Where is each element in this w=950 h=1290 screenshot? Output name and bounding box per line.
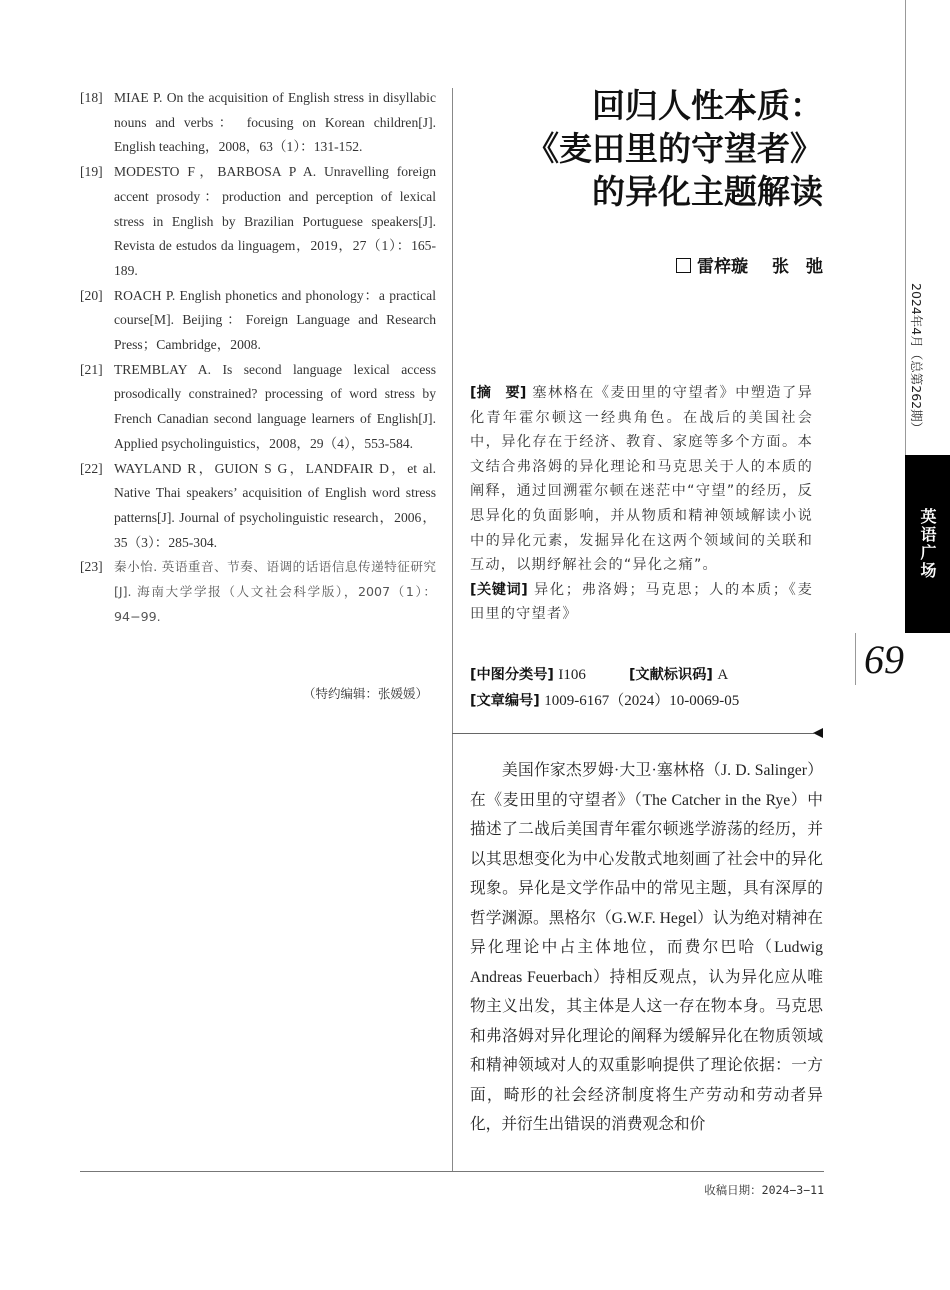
reference-item: [80, 358, 436, 457]
reference-list: [80, 86, 436, 629]
title-line: 的异化主题解读: [592, 172, 823, 211]
clc-label: [中图分类号]: [470, 667, 554, 683]
reference-number: [18]: [80, 90, 103, 105]
arrow-left-icon: [813, 728, 823, 738]
clc-value: I106: [558, 667, 586, 683]
page-number-rule: [855, 633, 856, 685]
reference-number: [23]: [80, 559, 103, 575]
reference-text: ROACH P. English phonetics and phonology：a practical course[M]. Beijing：Foreign Language and Research Press；Cambridge，2008.: [114, 287, 436, 353]
keywords-label: [关键词]: [470, 581, 528, 598]
footer-rule: [80, 1171, 824, 1172]
column-tab: [905, 455, 950, 633]
page-number: 69: [864, 637, 904, 682]
body-paragraph: 美国作家杰罗姆·大卫·塞林格（J. D. Salinger）在《麦田里的守望者》（The Catcher in the Rye）中描述了二战后美国青年霍尔顿逃学游荡的经历，并以其思想变化为中心发散式地刻画了社会中的异化现象。异化是文学作品中的常见主题，具有深厚的哲学渊源。黑格尔（G.W.F. Hegel）认为绝对精神在异化理论中占主体地位，而费尔巴哈（Ludwig Andreas Feuerbach）持相反观点，认为异化应从唯物主义出发，其主体是人这一存在物本身。马克思和弗洛姆对异化理论的阐释为缓解异化在物质领域和精神领域对人的双重影响提供了理论依据：一方面，畸形的社会经济制度将生产劳动和劳动者异化，并衍生出错误的消费观念和价: [470, 762, 823, 1133]
abstract-text: 塞林格在《麦田里的守望者》中塑造了异化青年霍尔顿这一经典角色。在战后的美国社会中，异化存在于经济、教育、家庭等多个方面。本文结合弗洛姆的异化理论和马克思关于人的本质的阐释，通过回溯霍尔顿在迷茫中“守望”的经历，反思异化的负面影响，并从物质和精神领域解读小说中的异化元素，发掘异化在这两个领域间的关联和互动，以期纾解社会的“异化之痛”。: [470, 385, 814, 574]
keywords-text: 异化；弗洛姆；马克思；人的本质；《麦田里的守望者》: [470, 581, 813, 623]
received-date: 收稿日期：2024−3−11: [704, 1183, 824, 1197]
article-title: [470, 84, 823, 213]
reference-text: MODESTO F，BARBOSA P A. Unravelling foreign accent prosody：production and perception of lexical stress in English by Brazilian Portuguese speakers[J]. Revista de estudos da linguagem，2019，27（1）：165-189.: [114, 164, 436, 278]
reference-text: 秦小怡. 英语重音、节奏、语调的话语信息传递特征研究[J]. 海南大学学报（人文社会科学版），2007（1）：94−99.: [114, 559, 436, 624]
article-number-label: [文章编号]: [470, 693, 540, 709]
reference-text: WAYLAND R，GUION S G，LANDFAIR D，et al. Native Thai speakers’ acquisition of English word stress patterns[J]. Journal of psycholinguistic research，2006，35（3）：285-304.: [114, 460, 436, 550]
section-rule: [452, 733, 814, 734]
column-name: 英语广场: [918, 508, 937, 580]
issue-info: [904, 283, 934, 443]
square-icon: [676, 258, 691, 273]
author-line: [560, 252, 823, 277]
reference-item: [80, 555, 436, 629]
classification-line: [470, 662, 728, 688]
title-line: 《麦田里的守望者》: [526, 129, 823, 168]
abstract-block: [470, 381, 813, 627]
article-number-value: 1009-6167（2024）10-0069-05: [544, 693, 740, 709]
author-name: 张 弛: [772, 257, 823, 277]
doc-code-value: A: [717, 667, 729, 683]
reference-item: [80, 160, 436, 284]
author-name: 雷梓璇: [697, 257, 748, 277]
reference-number: [20]: [80, 287, 103, 303]
issue-text: 2024年4月（总第262期）: [909, 283, 924, 435]
article-number-line: [470, 688, 739, 714]
reference-number: [19]: [80, 164, 103, 180]
title-line: 回归人性本质：: [592, 86, 823, 125]
reference-number: [22]: [80, 460, 103, 476]
reference-text: MIAE P. On the acquisition of English stress in disyllabic nouns and verbs： focusing on Korean children[J]. English teaching，2008，63（1）：131-152.: [114, 90, 436, 155]
reference-number: [21]: [80, 361, 103, 377]
doc-code-label: [文献标识码]: [628, 667, 713, 683]
reference-item: [80, 86, 436, 160]
reference-item: [80, 284, 436, 358]
guest-editor-note: （特约编辑：张媛媛）: [302, 686, 428, 701]
column-divider: [452, 88, 453, 1172]
abstract-label: [摘 要]: [470, 385, 527, 401]
reference-item: [80, 457, 436, 556]
reference-text: TREMBLAY A. Is second language lexical access prosodically constrained? processing of word stress by French Canadian second language learners of English[J]. Applied psycholinguistics，2008，29（4），553-584.: [114, 361, 436, 451]
